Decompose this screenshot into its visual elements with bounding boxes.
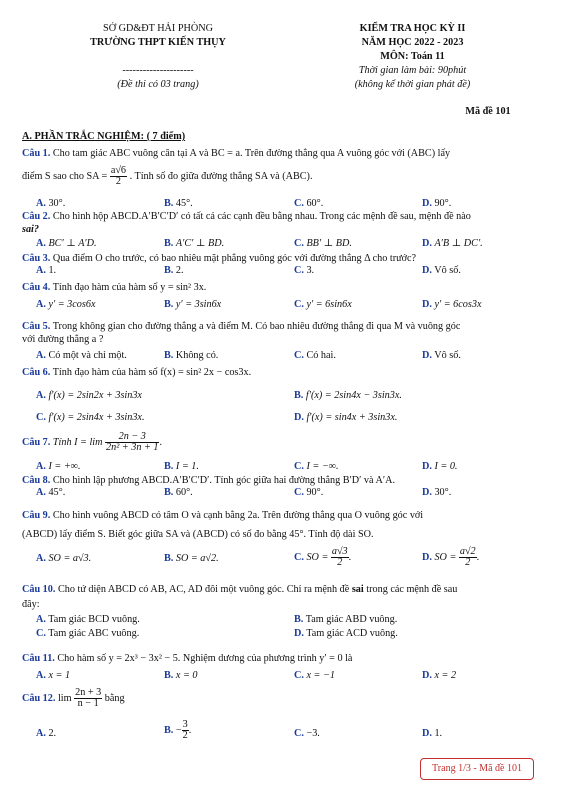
- subject: MÔN: Toán 11: [380, 51, 445, 62]
- page-footer: Trang 1/3 - Mã đề 101: [420, 758, 534, 780]
- option-b[interactable]: B. A′C′ ⊥ BD.: [164, 238, 225, 249]
- question-5: [22, 320, 540, 346]
- options-q6-row1: [22, 390, 540, 403]
- question-text: với đường thẳng a ?: [22, 334, 104, 345]
- question-label: Câu 6.: [22, 367, 51, 378]
- question-text: điểm S sao cho SA =: [22, 170, 108, 182]
- option-a[interactable]: A. SO = a√3.: [36, 553, 92, 564]
- question-4: [22, 281, 540, 294]
- question-2: [22, 210, 540, 236]
- question-text: trong các mệnh đề sau: [366, 584, 458, 595]
- question-text: Trong không gian cho đường thẳng a và điểm M. Có bao nhiêu đường thẳng đi qua M và vuông góc: [52, 321, 461, 332]
- options-q10-row2: [22, 628, 540, 641]
- time-note: (không kể thời gian phát đề): [354, 79, 471, 90]
- option-b[interactable]: B. 2.: [164, 265, 184, 276]
- option-a[interactable]: A. f′(x) = 2sin2x + 3sin3x: [36, 390, 142, 401]
- option-b[interactable]: B. − $\frac{3}{2}$ .: [164, 719, 192, 741]
- section-title: A. PHẦN TRẮC NGHIỆM: ( 7 điểm): [22, 131, 186, 142]
- option-a[interactable]: A. Tam giác BCD vuông.: [36, 614, 140, 625]
- option-b[interactable]: B. 60°.: [164, 487, 193, 498]
- option-c[interactable]: C. 60°.: [294, 198, 324, 209]
- option-d[interactable]: D. Vô số.: [422, 350, 461, 361]
- option-d[interactable]: D. 1.: [422, 728, 443, 739]
- question-1: [22, 147, 540, 160]
- question-text: Cho tam giác ABC vuông cân tại A và BC = a. Trên đường thẳng qua A vuông góc với (ABC) lấy: [52, 148, 451, 159]
- question-label: Câu 10.: [22, 584, 56, 595]
- question-8: [22, 474, 540, 487]
- options-q8: [22, 487, 540, 500]
- question-label: Câu 11.: [22, 653, 55, 664]
- option-c[interactable]: C. SO = $\frac{a√3}{2}$ .: [294, 546, 352, 568]
- question-text: . Tính số đo giữa đường thẳng SA và (ABC).: [129, 170, 313, 182]
- option-b[interactable]: B. 45°.: [164, 198, 193, 209]
- option-d[interactable]: D. 30°.: [422, 487, 452, 498]
- school-name: TRƯỜNG THPT KIẾN THỤY: [90, 37, 226, 48]
- options-q7: [22, 461, 540, 474]
- options-q6-row2: [22, 412, 540, 425]
- question-text-bold: sai: [351, 584, 364, 595]
- option-a[interactable]: A. x = 1: [36, 670, 71, 681]
- option-d[interactable]: D. 90°.: [422, 198, 452, 209]
- question-text: Qua điểm O cho trước, có bao nhiêu mặt phẳng vuông góc với đường thẳng Δ cho trước?: [52, 253, 417, 264]
- options-q12: [22, 719, 540, 741]
- option-d[interactable]: D. I = 0.: [422, 461, 458, 472]
- time-limit: Thời gian làm bài: 90phút: [358, 65, 467, 76]
- question-text: (ABCD) lấy điểm S. Biết góc giữa SA và (ABCD) có số đo bằng 45°. Tính độ dài SO.: [22, 529, 374, 540]
- option-c[interactable]: C. 90°.: [294, 487, 324, 498]
- question-10: [22, 582, 540, 612]
- option-b[interactable]: B. f′(x) = 2sin4x − 3sin3x.: [294, 390, 402, 401]
- header-right: [290, 22, 535, 92]
- question-text: sai?: [22, 224, 39, 235]
- option-c[interactable]: C. x = −1: [294, 670, 335, 681]
- options-q2: [22, 238, 540, 251]
- option-c[interactable]: C. Tam giác ABC vuông.: [36, 628, 140, 639]
- options-q5: [22, 350, 540, 363]
- question-label: Câu 8.: [22, 475, 51, 486]
- question-text: Tính đạo hàm của hàm số f(x) = sin² 2x − cos3x.: [52, 367, 252, 378]
- question-text: Tính đạo hàm của hàm số y = sin² 3x.: [52, 282, 207, 293]
- question-12: [22, 688, 540, 709]
- option-d[interactable]: D. f′(x) = sin4x + 3sin3x.: [294, 412, 398, 423]
- option-d[interactable]: D. A′B ⊥ DC′.: [422, 238, 483, 249]
- question-label: Câu 2.: [22, 211, 51, 222]
- pages-note: (Đề thi có 03 trang): [117, 79, 199, 90]
- question-7: Câu 7. Tính I = lim $\frac{2n - 3}{\text{2n² + 3n + 1}}$ .: [22, 431, 163, 453]
- option-b[interactable]: B. Tam giác ABD vuông.: [294, 614, 398, 625]
- exam-code: Mã đề 101: [465, 106, 511, 117]
- question-text: bằng: [104, 692, 125, 704]
- question-text: Tính I = lim: [52, 436, 103, 448]
- option-a[interactable]: A. 45°.: [36, 487, 66, 498]
- option-c[interactable]: C. I = −∞.: [294, 461, 339, 472]
- option-c[interactable]: C. Có hai.: [294, 350, 336, 361]
- question-text: lim: [57, 692, 72, 704]
- question-label: Câu 12.: [22, 692, 56, 704]
- question-text: Cho hàm số y = 2x³ − 3x² − 5. Nghiệm dương của phương trình y′ = 0 là: [57, 653, 353, 664]
- option-d[interactable]: D. y′ = 6cos3x: [422, 299, 482, 310]
- question-label: Câu 9.: [22, 510, 51, 521]
- exam-title: KIỂM TRA HỌC KỲ II: [359, 23, 466, 34]
- question-3: [22, 252, 540, 265]
- question-label: Câu 3.: [22, 253, 51, 264]
- question-11: [22, 652, 540, 665]
- question-6: [22, 366, 540, 379]
- school-year: NĂM HỌC 2022 - 2023: [361, 37, 464, 48]
- option-b[interactable]: B. Không có.: [164, 350, 219, 361]
- fraction: $\frac{2n - 3}{\text{2n² + 3n + 1}}$: [106, 431, 159, 453]
- question-text: Cho tứ diện ABCD có AB, AC, AD đôi một vuông góc. Chỉ ra mệnh đề: [57, 584, 350, 595]
- option-b[interactable]: B. x = 0: [164, 670, 198, 681]
- option-b[interactable]: B. SO = a√2.: [164, 553, 219, 564]
- question-text: Cho hình lập phương ABCD.A′B′C′D′. Tính góc giữa hai đường thẳng B′D′ và A′A.: [52, 475, 395, 486]
- option-b[interactable]: B. I = 1.: [164, 461, 199, 472]
- option-a[interactable]: A. BC′ ⊥ A′D.: [36, 238, 97, 249]
- question-label: Câu 1.: [22, 148, 51, 159]
- option-a[interactable]: A. 30°.: [36, 198, 66, 209]
- option-a[interactable]: A. 1.: [36, 265, 57, 276]
- options-q4: [22, 299, 540, 312]
- option-c[interactable]: C. 3.: [294, 265, 315, 276]
- fraction: $\frac{a√6}{2}$: [110, 165, 127, 187]
- dept-name: SỞ GD&ĐT HẢI PHÒNG: [103, 23, 213, 34]
- option-c[interactable]: C. y′ = 6sin6x: [294, 299, 352, 310]
- option-a[interactable]: A. y′ = 3cos6x: [36, 299, 96, 310]
- fraction: $\frac{2n + 3}{n - 1}$: [75, 687, 102, 709]
- options-q10-row1: [22, 614, 540, 627]
- option-d[interactable]: D. x = 2: [422, 670, 457, 681]
- option-d[interactable]: D. Tam giác ACD vuông.: [294, 628, 398, 639]
- option-a[interactable]: A. I = +∞.: [36, 461, 81, 472]
- option-c[interactable]: C. f′(x) = 2sin4x + 3sin3x.: [36, 412, 145, 423]
- question-1-line2: [22, 166, 540, 187]
- question-9: [22, 506, 540, 544]
- option-a[interactable]: A. 2.: [36, 728, 57, 739]
- question-label: Câu 5.: [22, 321, 51, 332]
- option-d[interactable]: D. SO = $\frac{a√2}{2}$ .: [422, 546, 480, 568]
- question-label: Câu 4.: [22, 282, 51, 293]
- option-b[interactable]: B. y′ = 3sin6x: [164, 299, 222, 310]
- dash-separator: ---------------------: [122, 65, 194, 76]
- question-label: Câu 7.: [22, 436, 51, 448]
- question-text: Cho hình hộp ABCD.A′B′C′D′ có tất cả các cạnh đều bằng nhau. Trong các mệnh đề sau, mệnh đề nào: [52, 211, 471, 222]
- header-left: [58, 22, 258, 92]
- option-c[interactable]: C. −3.: [294, 728, 320, 739]
- options-q11: [22, 670, 540, 683]
- question-text: đây:: [22, 599, 40, 610]
- option-c[interactable]: C. BB′ ⊥ BD.: [294, 238, 352, 249]
- question-text: Cho hình vuông ABCD có tâm O và cạnh bằng 2a. Trên đường thẳng qua O vuông góc với: [52, 510, 424, 521]
- options-q9: [22, 546, 540, 568]
- option-d[interactable]: D. Vô số.: [422, 265, 461, 276]
- option-a[interactable]: A. Có một và chỉ một.: [36, 350, 127, 361]
- options-q3: [22, 265, 540, 278]
